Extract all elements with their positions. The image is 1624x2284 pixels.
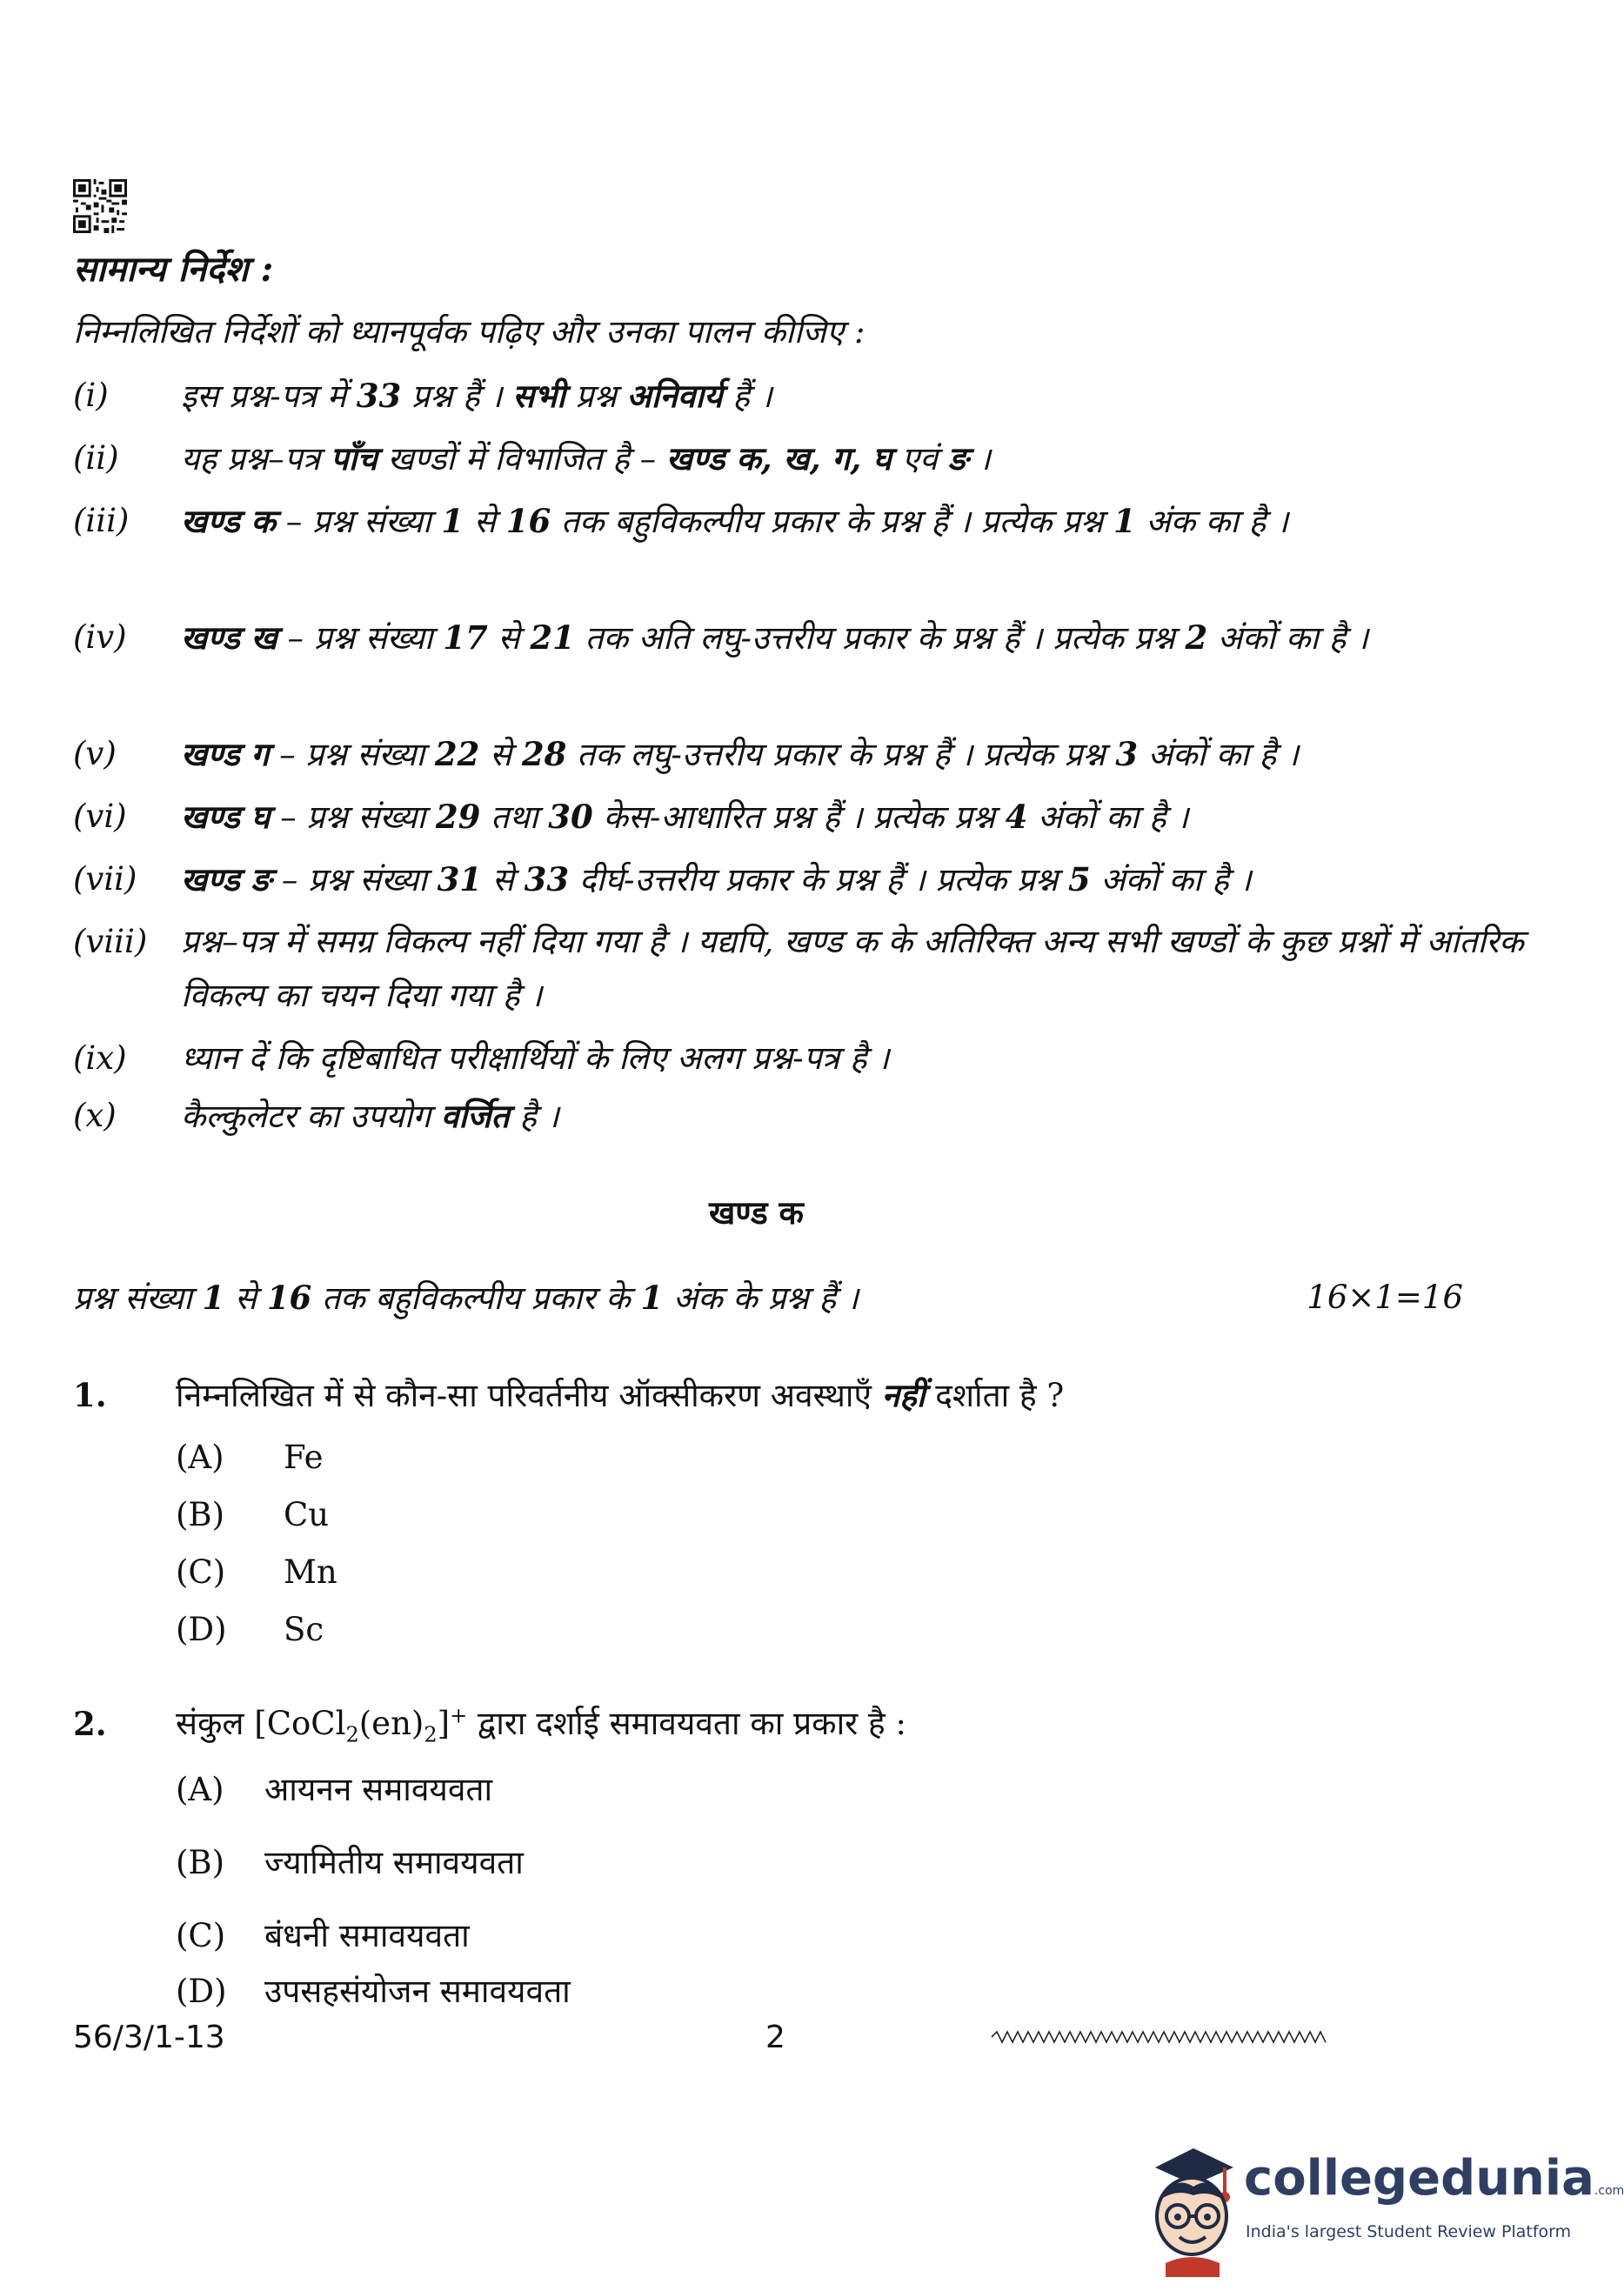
qr-code-icon xyxy=(73,179,127,233)
instructions-subheading: निम्नलिखित निर्देशों को ध्यानपूर्वक पढ़िए और उनका पालन कीजिए : xyxy=(73,313,865,351)
option-label: (A) xyxy=(176,1771,224,1808)
instruction-number: (ix) xyxy=(73,1039,127,1077)
option-text: उपसहसंयोजन समावयवता xyxy=(264,1973,571,2010)
question-text: निम्नलिखित में से कौन-सा परिवर्तनीय ऑक्सीकरण अवस्थाएँ नहीं दर्शाता है ? xyxy=(176,1376,1065,1414)
instruction-text: प्रश्न–पत्र में समग्र विकल्प नहीं दिया गया है । यद्यपि, खण्ड क के अतिरिक्त अन्य सभी खण्डों के कुछ प्रश्नों में आंतरिक विकल्प का चयन दिया गया है । xyxy=(181,923,1524,1014)
section-marks: 16×1=16 xyxy=(1307,1279,1463,1316)
instruction-text: इस प्रश्न-पत्र में 33 प्रश्न हैं । सभी प्रश्न अनिवार्य हैं । xyxy=(181,377,772,415)
instruction-number: (vi) xyxy=(73,798,127,835)
instruction-number: (x) xyxy=(73,1097,117,1134)
question-number: 1. xyxy=(73,1376,107,1414)
instruction-number: (viii) xyxy=(73,923,148,960)
instruction-text: खण्ड ङ – प्रश्न संख्या 31 से 33 दीर्घ-उत्तरीय प्रकार के प्रश्न हैं । प्रत्येक प्रश्न 5 अंकों का है । xyxy=(181,860,1252,898)
section-title: खण्ड क xyxy=(709,1194,804,1232)
option-label: (D) xyxy=(176,1611,227,1648)
option-text: Mn xyxy=(284,1553,337,1591)
option-label: (C) xyxy=(176,1917,226,1954)
instruction-text: खण्ड ग – प्रश्न संख्या 22 से 28 तक लघु-उत्तरीय प्रकार के प्रश्न हैं । प्रत्येक प्रश्न 3 अंकों का है । xyxy=(181,735,1300,773)
option-label: (B) xyxy=(176,1844,225,1881)
question-number: 2. xyxy=(73,1705,107,1743)
question-text: संकुल $[CoCl_2(en)_2]^+$ द्वारा दर्शाई समावयवता का प्रकार है : xyxy=(176,1703,906,1747)
student-mascot-icon xyxy=(1139,2133,1244,2277)
option-label: (A) xyxy=(176,1439,224,1476)
option-text: Fe xyxy=(284,1439,324,1476)
instruction-number: (v) xyxy=(73,735,117,772)
instruction-text: ध्यान दें कि दृष्टिबाधित परीक्षार्थियों के लिए अलग प्रश्न-पत्र है । xyxy=(181,1039,890,1077)
instruction-text: कैल्कुलेटर का उपयोग वर्जित है । xyxy=(181,1097,559,1135)
instruction-text: खण्ड ख – प्रश्न संख्या 17 से 21 तक अति लघु-उत्तरीय प्रकार के प्रश्न हैं । प्रत्येक प्रश्न 2 अंकों का है । xyxy=(181,618,1369,657)
brand-tagline: India's largest Student Review Platform xyxy=(1246,2222,1572,2241)
instruction-text: यह प्रश्न–पत्र पाँच खण्डों में विभाजित है – खण्ड क, ख, ग, घ एवं ङ । xyxy=(181,439,991,478)
instruction-number: (i) xyxy=(73,377,109,414)
option-text: Cu xyxy=(284,1496,330,1533)
option-text: बंधनी समावयवता xyxy=(264,1917,470,1954)
brand-name: collegedunia.com xyxy=(1244,2150,1624,2207)
complex-formula: $[CoCl_2(en)_2]^+$ xyxy=(254,1703,468,1747)
squiggle-line-icon xyxy=(992,2027,1305,2047)
instruction-number: (iii) xyxy=(73,502,130,539)
instruction-number: (iv) xyxy=(73,618,127,656)
option-label: (B) xyxy=(176,1496,225,1533)
paper-code: 56/3/1-13 xyxy=(73,2020,225,2055)
option-text: आयनन समावयवता xyxy=(264,1771,493,1808)
section-info: प्रश्न संख्या 1 से 16 तक बहुविकल्पीय प्रकार के 1 अंक के प्रश्न हैं । xyxy=(73,1279,859,1317)
instructions-heading: सामान्य निर्देश : xyxy=(73,249,274,290)
option-text: Sc xyxy=(284,1611,324,1648)
page-number: 2 xyxy=(765,2020,785,2055)
option-text: ज्यामितीय समावयवता xyxy=(264,1844,524,1881)
instruction-text: खण्ड घ – प्रश्न संख्या 29 तथा 30 केस-आधारित प्रश्न हैं । प्रत्येक प्रश्न 4 अंकों का है । xyxy=(181,798,1189,836)
instruction-text: खण्ड क – प्रश्न संख्या 1 से 16 तक बहुविकल्पीय प्रकार के प्रश्न हैं । प्रत्येक प्रश्न 1 अंक का है । xyxy=(181,502,1289,540)
instruction-number: (ii) xyxy=(73,439,119,477)
option-label: (D) xyxy=(176,1973,227,2010)
option-label: (C) xyxy=(176,1553,226,1591)
instruction-number: (vii) xyxy=(73,860,137,898)
